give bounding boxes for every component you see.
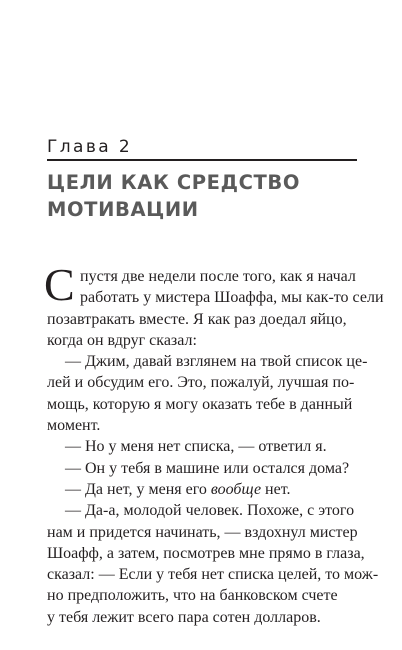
paragraph-line: когда он вдруг сказал: <box>47 331 197 349</box>
line-text: пустя две недели после того, как я начал <box>80 268 356 285</box>
paragraph-line: — Он у тебя в машине или остался дома? <box>65 459 350 477</box>
chapter-title-line-1: ЦЕЛИ КАК СРЕДСТВО <box>47 171 301 194</box>
line-text: нет. <box>261 480 291 498</box>
paragraph-line: но предположить, что на банковском счете <box>47 587 338 605</box>
chapter-title-line-2: МОТИВАЦИИ <box>47 198 199 221</box>
paragraph-line: лей и обсудим его. Это, пожалуй, лучшая по- <box>47 374 355 392</box>
paragraph-line: — Джим, давай взглянем на твой список це- <box>65 353 368 371</box>
paragraph-line: мощь, которую я могу оказать тебе в данный <box>47 395 353 413</box>
paragraph-line: работать у мистера Шоаффа, мы как-то сели <box>80 289 384 307</box>
paragraph-line: — Но у меня нет списка, — ответил я. <box>65 438 327 456</box>
paragraph-line: сказал: — Если у тебя нет списка целей, то мож- <box>47 566 379 584</box>
body-text <box>44 259 384 628</box>
emphasis-text: вообще <box>210 480 262 498</box>
line-text: — Да нет, у меня его <box>65 480 211 498</box>
chapter-number: Глава 2 <box>47 137 133 157</box>
paragraph-line: Шоафф, а затем, посмотрев мне прямо в глаза, <box>47 544 365 562</box>
drop-cap: С <box>44 259 75 310</box>
paragraph-line: позавтракать вместе. Я как раз доедал яйцо, <box>47 310 347 328</box>
paragraph-line: момент. <box>47 417 101 435</box>
chapter-title <box>47 169 367 223</box>
paragraph-line: нам и придется начинать, — вздохнул мистер <box>47 523 358 541</box>
chapter-divider <box>47 159 357 161</box>
paragraph-line <box>47 479 359 500</box>
paragraph-line: — Да-а, молодой человек. Похоже, с этого <box>65 502 355 520</box>
paragraph-line: у тебя лежит всего пара сотен долларов. <box>47 608 321 626</box>
